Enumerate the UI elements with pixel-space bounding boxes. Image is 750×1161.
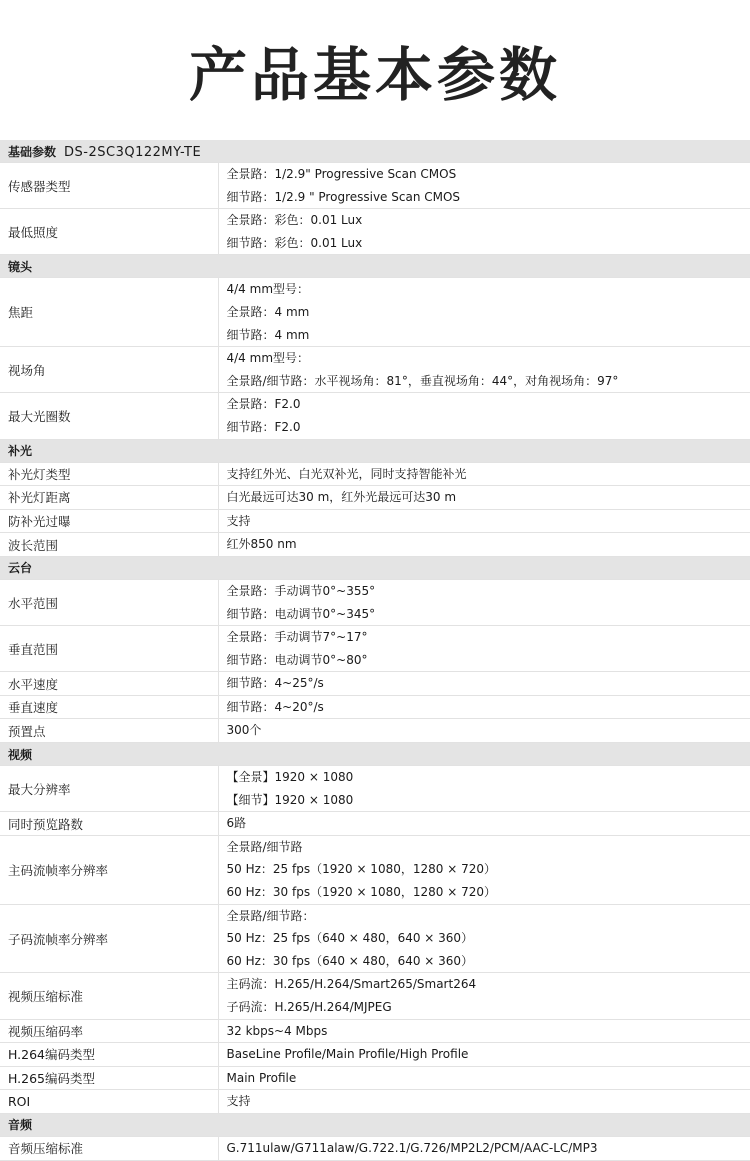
- spec-value-line: 细节路：电动调节0°~345°: [226, 606, 376, 621]
- table-row: [0, 1019, 750, 1043]
- spec-value-line: 300个: [226, 723, 262, 738]
- spec-value: [218, 509, 750, 533]
- spec-value: [218, 347, 750, 393]
- spec-value-line: 【细节】1920 × 1080: [226, 792, 354, 807]
- spec-label: 补光灯距离: [0, 486, 218, 510]
- table-row: [0, 533, 750, 557]
- spec-label: 波长范围: [0, 533, 218, 557]
- spec-value: [218, 533, 750, 557]
- model-number: DS-2SC3Q122MY-TE: [64, 144, 202, 160]
- table-row: [0, 695, 750, 719]
- section-header-cell: [0, 743, 750, 766]
- spec-value-line: 细节路：彩色：0.01 Lux: [226, 235, 363, 250]
- spec-value: [218, 1066, 750, 1090]
- table-row: [0, 278, 750, 347]
- spec-label: 预置点: [0, 719, 218, 743]
- spec-value: [218, 1019, 750, 1043]
- spec-value-line: 4/4 mm型号：: [226, 351, 310, 366]
- spec-value: [218, 1090, 750, 1114]
- spec-value-line: 红外850 nm: [226, 537, 297, 552]
- table-row: [0, 1043, 750, 1067]
- spec-value: [218, 766, 750, 812]
- spec-label: H.264编码类型: [0, 1043, 218, 1067]
- section-header: [0, 1113, 750, 1136]
- spec-value-line: 32 kbps~4 Mbps: [226, 1023, 328, 1038]
- spec-value-line: 支持: [226, 1094, 251, 1109]
- spec-label: 焦距: [0, 278, 218, 347]
- spec-value-line: 细节路：F2.0: [226, 419, 301, 434]
- spec-value: [218, 812, 750, 836]
- spec-label: 垂直范围: [0, 626, 218, 672]
- spec-label: ROI: [0, 1090, 218, 1114]
- spec-label: 防补光过曝: [0, 509, 218, 533]
- spec-value-line: 细节路：1/2.9 " Progressive Scan CMOS: [226, 189, 461, 204]
- spec-value-line: 子码流：H.265/H.264/MJPEG: [226, 1000, 392, 1014]
- spec-value-line: 全景路：1/2.9" Progressive Scan CMOS: [226, 167, 457, 181]
- spec-value-line: 全景路/细节路: [226, 839, 303, 854]
- page-title: 产品基本参数: [188, 41, 561, 109]
- spec-value-line: 全景路：手动调节7°~17°: [226, 630, 368, 645]
- table-row: [0, 812, 750, 836]
- section-header: [0, 140, 750, 163]
- section-title: 视频: [8, 747, 33, 762]
- spec-label: 最低照度: [0, 209, 218, 255]
- spec-value: [218, 904, 750, 973]
- spec-label: 视频压缩标准: [0, 973, 218, 1019]
- section-header: [0, 556, 750, 579]
- spec-value-line: G.711ulaw/G711alaw/G.722.1/G.726/MP2L2/PCM/AAC-LC/MP3: [226, 1140, 598, 1155]
- table-row: [0, 1090, 750, 1114]
- table-row: [0, 719, 750, 743]
- section-title: 镜头: [8, 259, 33, 274]
- table-row: [0, 579, 750, 625]
- section-header-cell: [0, 1113, 750, 1136]
- spec-value-line: 细节路：4 mm: [226, 327, 310, 342]
- spec-value-line: 白光最远可达30 m，红外光最远可达30 m: [226, 490, 457, 505]
- spec-label: 主码流帧率分辨率: [0, 835, 218, 904]
- table-row: [0, 973, 750, 1019]
- section-title: 云台: [8, 561, 33, 576]
- table-row: [0, 904, 750, 973]
- spec-value: [218, 163, 750, 209]
- spec-table: [0, 140, 750, 1161]
- section-header-cell: [0, 255, 750, 278]
- section-header-cell: [0, 439, 750, 462]
- spec-value-line: 细节路：4~20°/s: [226, 699, 324, 714]
- table-row: [0, 1066, 750, 1090]
- spec-value: [218, 486, 750, 510]
- table-row: [0, 835, 750, 904]
- spec-value: [218, 393, 750, 439]
- spec-value-line: 全景路/细节路：水平视场角：81°，垂直视场角：44°，对角视场角：97°: [226, 373, 619, 388]
- table-row: [0, 1136, 750, 1160]
- spec-value-line: 全景路：手动调节0°~355°: [226, 583, 376, 598]
- section-header: [0, 743, 750, 766]
- spec-value-line: Main Profile: [226, 1070, 297, 1085]
- spec-value: [218, 1136, 750, 1160]
- section-header: [0, 255, 750, 278]
- spec-label: 垂直速度: [0, 695, 218, 719]
- spec-label: 同时预览路数: [0, 812, 218, 836]
- table-row: [0, 462, 750, 486]
- table-row: [0, 486, 750, 510]
- spec-value: [218, 973, 750, 1019]
- spec-value-line: 主码流：H.265/H.264/Smart265/Smart264: [226, 977, 477, 992]
- table-row: [0, 509, 750, 533]
- spec-value: [218, 835, 750, 904]
- spec-value-line: 细节路：4~25°/s: [226, 676, 324, 691]
- spec-value: [218, 209, 750, 255]
- spec-value-line: 60 Hz：30 fps（1920 × 1080，1280 × 720）: [226, 885, 496, 900]
- table-row: [0, 766, 750, 812]
- spec-value: [218, 462, 750, 486]
- spec-label: 最大分辨率: [0, 766, 218, 812]
- spec-label: 补光灯类型: [0, 462, 218, 486]
- spec-value-line: 【全景】1920 × 1080: [226, 770, 354, 785]
- spec-value-line: 全景路：F2.0: [226, 397, 301, 412]
- table-row: [0, 672, 750, 696]
- spec-value: [218, 626, 750, 672]
- section-header-cell: [0, 140, 750, 163]
- spec-value-line: 支持红外光、白光双补光，同时支持智能补光: [226, 466, 467, 481]
- spec-label: 子码流帧率分辨率: [0, 904, 218, 973]
- spec-value-line: BaseLine Profile/Main Profile/High Profile: [226, 1047, 469, 1062]
- spec-value-line: 全景路：彩色：0.01 Lux: [226, 213, 363, 228]
- section-title: 基础参数: [8, 144, 57, 159]
- table-row: [0, 347, 750, 393]
- spec-value: [218, 672, 750, 696]
- spec-label: 水平速度: [0, 672, 218, 696]
- spec-value: [218, 719, 750, 743]
- spec-label: 视频压缩码率: [0, 1019, 218, 1043]
- table-row: [0, 626, 750, 672]
- spec-value-line: 50 Hz：25 fps（640 × 480，640 × 360）: [226, 931, 474, 946]
- spec-value: [218, 579, 750, 625]
- table-row: [0, 163, 750, 209]
- spec-label: 音频压缩标准: [0, 1136, 218, 1160]
- section-title: 音频: [8, 1118, 33, 1133]
- spec-value: [218, 695, 750, 719]
- section-title: 补光: [8, 444, 33, 459]
- spec-value: [218, 1043, 750, 1067]
- spec-label: H.265编码类型: [0, 1066, 218, 1090]
- spec-value-line: 全景路：4 mm: [226, 304, 310, 319]
- spec-label: 视场角: [0, 347, 218, 393]
- spec-label: 传感器类型: [0, 163, 218, 209]
- spec-value-line: 6路: [226, 816, 247, 831]
- spec-value-line: 全景路/细节路：: [226, 908, 315, 923]
- spec-value-line: 4/4 mm型号：: [226, 282, 310, 297]
- section-header-cell: [0, 556, 750, 579]
- spec-label: 最大光圈数: [0, 393, 218, 439]
- section-header: [0, 439, 750, 462]
- spec-value-line: 60 Hz：30 fps（640 × 480，640 × 360）: [226, 953, 474, 968]
- table-row: [0, 393, 750, 439]
- spec-value-line: 支持: [226, 513, 251, 528]
- spec-label: 水平范围: [0, 579, 218, 625]
- spec-value-line: 50 Hz：25 fps（1920 × 1080，1280 × 720）: [226, 862, 496, 877]
- table-row: [0, 209, 750, 255]
- spec-value-line: 细节路：电动调节0°~80°: [226, 652, 368, 667]
- spec-value: [218, 278, 750, 347]
